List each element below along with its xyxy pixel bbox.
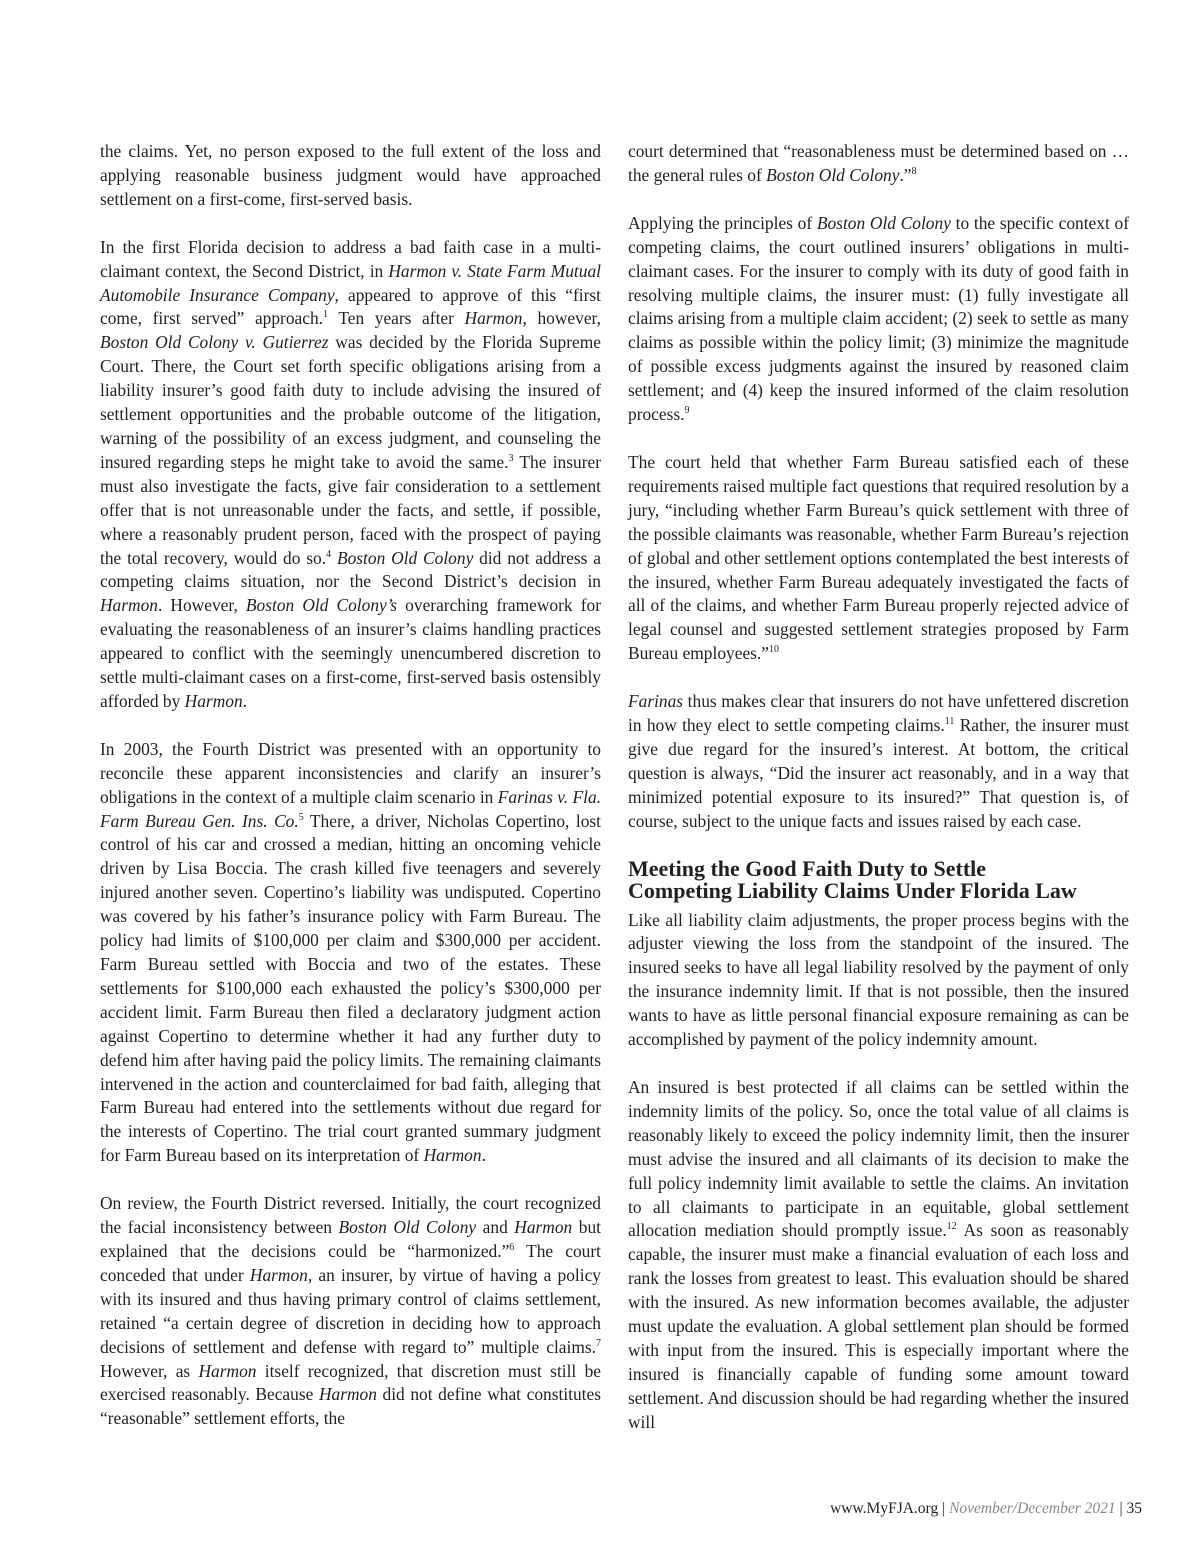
- italic-citation: Harmon: [423, 1145, 482, 1166]
- section-heading-line-2: Competing Liability Claims Under Florida Law: [628, 878, 1077, 904]
- footnote-marker: 8: [911, 166, 917, 178]
- left-column: [100, 140, 601, 1455]
- paragraph: court determined that “reasonableness must be determined based on … the general rules of Boston Old Colony.”$^8$: [628, 141, 1129, 185]
- footnote-marker: 4: [326, 548, 332, 560]
- page-footer: [830, 1500, 1142, 1518]
- footnote-marker: 11: [944, 716, 955, 728]
- italic-citation: Harmon,: [249, 1264, 313, 1285]
- italic-citation: Harmon: [464, 308, 523, 329]
- footnote-marker: 12: [946, 1221, 957, 1233]
- paragraph: Farinas thus makes clear that insurers do not have unfettered discretion in how they elect to settle competing claims.$^{11}$ Rather, the insurer must give due regard for the insured’s interest. At bottom, the critical question is always, “Did the insurer act reasonably, and in a way that minimized potential exposure to its insured?” That question is, of course, subject to the unique facts and issues raised by each case.: [628, 691, 1129, 831]
- italic-citation: Boston Old Colony: [816, 212, 951, 233]
- paragraph: In 2003, the Fourth District was presented with an opportunity to reconcile these apparent inconsistencies and clarify an insurer’s obligations in the context of a multiple claim scenario in Farinas v. Fla. Farm Bureau Gen. Ins. Co.$^5$ There, a driver, Nicholas Copertino, lost control of his car and crossed a median, hitting an oncoming vehicle driven by Lisa Boccia. The crash killed five teenagers and severely injured another seven. Copertino’s liability was undisputed. Copertino was covered by his father’s insurance policy with Farm Bureau. The policy had limits of $100,000 per claim and $300,000 per accident. Farm Bureau settled with Boccia and two of the estates. These settlements for $100,000 each exhausted the policy’s $300,000 per accident limit. Farm Bureau then filed a declaratory judgment action against Copertino to determine whether it had any further duty to defend him after having paid the policy limits. The remaining claimants intervened in the action and counterclaimed for bad faith, alleging that Farm Bureau had entered into the settlements without due regard for the interests of Copertino. The trial court granted summary judgment for Farm Bureau based on its interpretation of Harmon.: [100, 738, 602, 1166]
- paragraph: Applying the principles of Boston Old Colony to the specific context of competing claims, the court outlined insurers’ obligations in multi-claimant cases. For the insurer to comply with its duty of good faith in resolving multiple claims, the insurer must: (1) fully investigate all claims arising from a multiple claim accident; (2) seek to settle as many claims as possible within the policy limit; (3) minimize the magnitude of possible excess judgments against the insured by reasoned claim settlement; and (4) keep the insured informed of the claim resolution process.$^9$: [628, 212, 1129, 425]
- footnote-marker: 5: [298, 811, 304, 823]
- section-heading-line-1: Meeting the Good Faith Duty to Settle: [628, 855, 987, 881]
- paragraph: An insured is best protected if all claims can be settled within the indemnity limits of the policy. So, once the total value of all claims is reasonably likely to exceed the policy indemnity limit, then the insurer must advise the insured and all claimants of its decision to make the full policy indemnity limit available to settle the claims. An invitation to all claimants to participate in an equitable, global settlement allocation mediation should promptly issue.$^{12}$ As soon as reasonably capable, the insurer must make a financial evaluation of each loss and rank the losses from greatest to least. This evaluation should be shared with the insured. As new information becomes available, the adjuster must update the evaluation. A global settlement plan should be formed with input from the insured. This is especially important where the insured is financially capable of funding some amount toward settlement. And discussion should be had regarding whether the insured will: [628, 1077, 1129, 1432]
- right-column-body-bottom: [628, 909, 1129, 1435]
- italic-citation: Harmon: [100, 595, 158, 616]
- footnote-marker: 10: [769, 644, 780, 656]
- italic-citation: Farinas v. Fla. Farm Bureau Gen. Ins. Co.: [100, 786, 601, 831]
- footnote-marker: 1: [323, 309, 329, 321]
- italic-citation: Harmon v. State Farm Mutual Automobile Insurance Company: [100, 260, 601, 305]
- footnote-marker: 6: [509, 1242, 515, 1254]
- paragraph: On review, the Fourth District reversed. Initially, the court recognized the facial inconsistency between Boston Old Colony and Harmon but explained that the decisions could be “harmonized.”$^6$ The court conceded that under Harmon, an insurer, by virtue of having a policy with its insured and thus having primary control of claims settlement, retained “a certain degree of discretion in deciding how to approach decisions of settlement and defense with regard to” multiple claims.$^7$ However, as Harmon itself recognized, that discretion must still be exercised reasonably. Because Harmon did not define what constitutes “reasonable” settlement efforts, the: [100, 1193, 601, 1429]
- paragraph: Like all liability claim adjustments, the proper process begins with the adjuster viewing the loss from the standpoint of the insured. The insured seeks to have all legal liability resolved by the payment of only the insurance indemnity limit. If that is not possible, then the insured wants to have as little personal financial exposure remaining as can be accomplished by payment of the policy indemnity amount.: [628, 909, 1129, 1050]
- footer-separator: |: [1115, 1500, 1127, 1517]
- footnote-marker: 9: [684, 405, 690, 417]
- italic-citation: Harmon: [514, 1217, 573, 1238]
- italic-citation: Farinas: [628, 691, 684, 712]
- italic-citation: Boston Old Colony: [336, 547, 474, 568]
- italic-citation: Harmon: [184, 690, 243, 711]
- italic-citation: Harmon: [318, 1384, 377, 1405]
- italic-citation: Boston Old Colony: [338, 1217, 477, 1238]
- italic-citation: Harmon: [198, 1360, 257, 1381]
- paragraph: In the first Florida decision to address a bad faith case in a multi-claimant context, the Second District, in Harmon v. State Farm Mutual Automobile Insurance Company, appeared to approve of this “first come, first served” approach.$^1$ Ten years after Harmon, however, Boston Old Colony v. Gutierrez was decided by the Florida Supreme Court. There, the Court set forth specific obligations arising from a liability insurer’s good faith duty to include advising the insured of settlement opportunities and the probable outcome of the litigation, warning of the possibility of an excess judgment, and counseling the insured regarding steps he might take to avoid the same.$^3$ The insurer must also investigate the facts, give fair consideration to a settlement offer that is not unreasonable under the facts, and settle, if possible, where a reasonably prudent person, faced with the prospect of paying the total recovery, would do so.$^4$ Boston Old Colony did not address a competing claims situation, nor the Second District’s decision in Harmon. However, Boston Old Colony’s overarching framework for evaluating the reasonableness of an insurer’s claims handling practices appeared to conflict with the seemingly unencumbered discretion to settle multi-claimant cases on a first-come, first-served basis ostensibly afforded by Harmon.: [100, 236, 601, 711]
- right-column-body-top: [628, 140, 1129, 834]
- page-number: 35: [1126, 1500, 1142, 1517]
- paragraph: the claims. Yet, no person exposed to the full extent of the loss and applying reasonable business judgment would have approached settlement on a first-come, first-served basis.: [100, 141, 601, 209]
- footnote-marker: 7: [596, 1337, 601, 1349]
- footer-issue-date: November/December 2021: [949, 1500, 1116, 1517]
- footer-website[interactable]: www.MyFJA.org: [830, 1500, 939, 1517]
- italic-citation: Boston Old Colony v. Gutierrez: [100, 332, 329, 353]
- italic-citation: Boston Old Colony: [766, 164, 900, 185]
- footer-separator: |: [938, 1500, 950, 1517]
- italic-citation: Boston Old Colony’s: [245, 595, 398, 616]
- footnote-marker: 3: [508, 453, 514, 465]
- section-heading: [628, 855, 1129, 904]
- right-column: [628, 140, 1129, 1459]
- paragraph: The court held that whether Farm Bureau satisfied each of these requirements raised multiple fact questions that required resolution by a jury, “including whether Farm Bureau’s quick settlement with three of the possible claimants was reasonable, whether Farm Bureau’s rejection of global and other settlement options contemplated the best interests of the insured, whether Farm Bureau adequately investigated the facts of all of the claims, and whether Farm Bureau properly rejected advice of legal counsel and suggested settlement strategies proposed by Farm Bureau employees.”$^{10}$: [628, 451, 1129, 664]
